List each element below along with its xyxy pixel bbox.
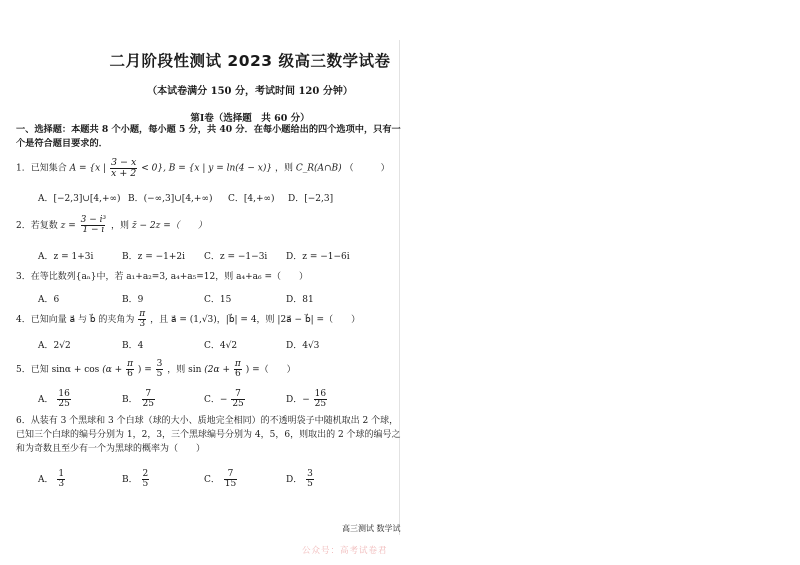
q5-option-a	[38, 390, 72, 409]
question-4-suffix: ，且 a⃗ = (1,√3)，|b⃗| = 4，则 |2a⃗ − b⃗| =（ ）	[150, 315, 361, 325]
q3-option-c: C．15	[204, 295, 232, 305]
q1-set-a: A = {x |	[69, 163, 107, 174]
q5-close: ) =	[137, 365, 152, 375]
q6-option-a-frac	[57, 470, 65, 489]
q2-option-a: A．z = 1+3i	[38, 252, 94, 262]
question-5-mid: ，则 sin	[167, 365, 202, 375]
q6-option-c	[204, 470, 238, 489]
q2-option-d: D．z = −1−6i	[286, 252, 350, 262]
q5-option-d	[286, 390, 328, 409]
q5-option-b-frac	[142, 390, 155, 409]
q5-frac-a-den: 6	[127, 369, 133, 379]
q3-option-a: A．6	[38, 295, 60, 305]
q5-fraction-b	[234, 360, 242, 379]
q5-rhs-den: 5	[156, 369, 163, 379]
q6-option-d	[286, 470, 315, 489]
q4-option-b: B．4	[122, 341, 144, 351]
question-1-suffix: ，则	[274, 163, 293, 174]
q5-frac-b-num: π	[234, 359, 241, 369]
q6-od-num: 3	[307, 469, 313, 479]
q5-paren: (α +	[102, 365, 123, 375]
q5-ob-den: 25	[142, 399, 154, 409]
q6-oc-den: 15	[224, 479, 237, 489]
q2-fraction	[80, 216, 107, 235]
q2-frac-num: 3 − i³	[80, 215, 107, 225]
q6-option-c-label: C．	[204, 475, 220, 485]
q5-close-2: )	[245, 365, 250, 375]
q5-option-c-label: C．−	[204, 395, 228, 405]
q5-option-b-label: B．	[122, 395, 138, 405]
question-4	[16, 310, 360, 329]
q5-fraction-rhs	[156, 360, 164, 379]
q6-option-b-frac	[142, 470, 150, 489]
question-4-prefix: 4．已知向量 a⃗ 与 b⃗ 的夹角为	[16, 315, 135, 325]
q5-oa-den: 25	[58, 399, 70, 409]
q6-option-c-frac	[224, 470, 237, 489]
q5-option-a-frac	[57, 390, 70, 409]
q1-fraction	[110, 158, 137, 178]
q6-option-a	[38, 470, 66, 489]
q5-two-alpha: (2α +	[204, 365, 231, 375]
q6-ob-den: 5	[142, 479, 149, 489]
question-6: 6．从装有 3 个黑球和 3 个白球（球的大小、质地完全相同）的不透明袋子中随机取出 2 个球，已知三个白球的编号分别为 1，2，3，三个黑球编号分别为 4，5，6，则取出的 2 个球的编号之和为奇数且至少有一个为黑球的概率为（ ）	[16, 416, 401, 454]
q5-option-d-frac	[314, 390, 327, 409]
q1-frac-num: 3 − x	[110, 157, 137, 168]
q5-option-b	[122, 390, 156, 409]
q6-option-b-label: B．	[122, 475, 138, 485]
q1-option-d: D．[−2,3]	[288, 194, 334, 204]
q4-frac-num: π	[139, 309, 146, 319]
q2-frac-den: 1 − i	[82, 225, 105, 235]
q5-od-den: 25	[314, 399, 327, 409]
watermark: 公众号：高考试卷君	[302, 546, 388, 556]
q4-option-c: C．4√2	[204, 341, 238, 351]
q1-set-b: < 0}, B = {x | y = ln(4 − x)}	[141, 163, 273, 174]
q5-oc-den: 25	[232, 399, 244, 409]
q5-frac-a-num: π	[127, 359, 133, 369]
question-2-end: z̄ − 2z =（ ）	[131, 221, 207, 231]
q1-option-a: A．[−2,3]∪[4,+∞)	[38, 194, 121, 204]
q5-option-c	[204, 390, 246, 409]
q2-z: z =	[60, 221, 76, 231]
q5-od-num: 16	[314, 389, 327, 399]
question-2-prefix: 2．若复数	[16, 221, 58, 231]
question-2	[16, 216, 207, 235]
question-5	[16, 360, 296, 379]
question-1-end: （ ）	[344, 163, 390, 174]
q1-option-b: B．(−∞,3]∪[4,+∞)	[128, 194, 213, 204]
q5-option-a-label: A．	[38, 395, 54, 405]
q2-option-b: B．z = −1+2i	[122, 252, 186, 262]
q6-oa-den: 3	[58, 479, 65, 489]
page-footer: 高三测试 数学试	[342, 524, 401, 533]
q5-rhs-num: 3	[156, 359, 163, 369]
q5-ob-num: 7	[145, 389, 152, 399]
q6-option-b	[122, 470, 150, 489]
q5-fraction-a	[126, 360, 134, 379]
q3-option-d: D．81	[286, 295, 314, 305]
q5-frac-b-den: 6	[234, 369, 241, 379]
question-5-prefix: 5．已知 sinα + cos	[16, 365, 100, 375]
section-instructions: 一、选择题：本题共 8 个小题，每小题 5 分，共 40 分．在每小题给出的四个选项中，只有一个是符合题目要求的．	[16, 124, 401, 149]
volume-heading: 第Ⅰ卷（选择题 共 60 分）	[190, 113, 310, 124]
q3-option-b: B．9	[122, 295, 144, 305]
q1-frac-den: x + 2	[110, 167, 137, 179]
q5-option-c-frac	[231, 390, 244, 409]
q6-od-den: 5	[307, 479, 313, 489]
q6-ob-num: 2	[142, 469, 149, 479]
q6-option-d-frac	[306, 470, 314, 489]
exam-subtitle: （本试卷满分 150 分，考试时间 120 分钟）	[147, 86, 353, 97]
question-1-prefix: 1．已知集合	[16, 163, 67, 174]
q1-complement: C_R(A∩B)	[295, 163, 342, 174]
q5-option-d-label: D．−	[286, 395, 310, 405]
q4-frac-den: 3	[139, 319, 146, 329]
q4-fraction	[138, 310, 146, 329]
question-5-end: =（ ）	[252, 365, 296, 375]
q1-option-c: C．[4,+∞)	[228, 194, 275, 204]
q6-option-a-label: A．	[38, 475, 54, 485]
exam-title: 二月阶段性测试 2023 级高三数学试卷	[109, 52, 391, 70]
q6-oa-num: 1	[58, 469, 65, 479]
q5-oc-num: 7	[235, 389, 241, 399]
question-2-mid: ，则	[111, 221, 130, 231]
question-3: 3．在等比数列{aₙ}中，若 a₁+a₂=3, a₄+a₅=12，则 a₄+a₆ =（ ）	[16, 272, 309, 282]
q4-option-a: A．2√2	[38, 341, 71, 351]
q2-option-c: C．z = −1−3i	[204, 252, 268, 262]
q6-oc-num: 7	[227, 469, 234, 479]
q4-option-d: D．4√3	[286, 341, 320, 351]
q5-oa-num: 16	[58, 389, 70, 399]
question-1	[16, 158, 390, 178]
q6-option-d-label: D．	[286, 475, 303, 485]
